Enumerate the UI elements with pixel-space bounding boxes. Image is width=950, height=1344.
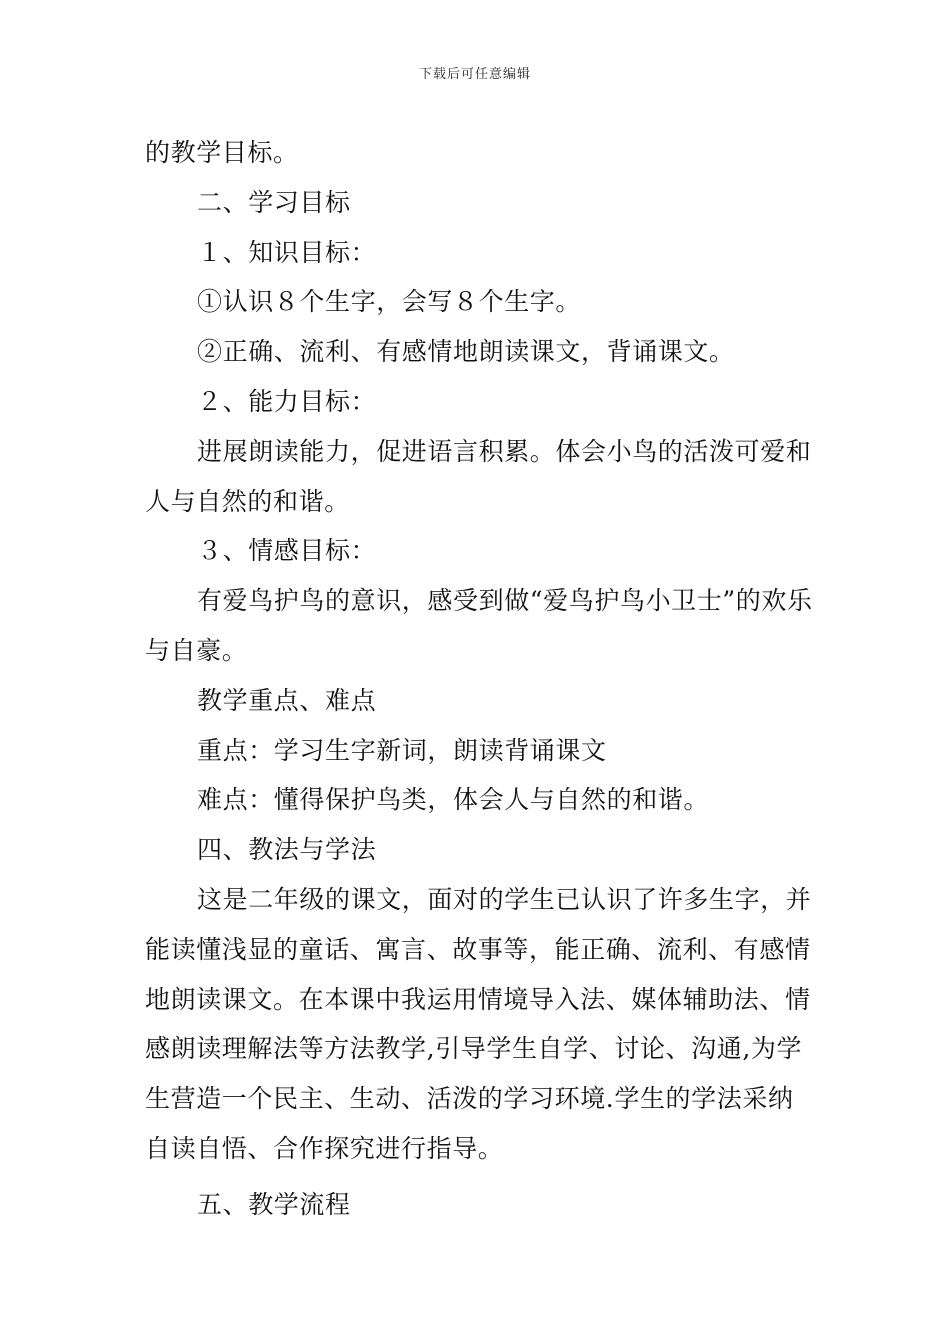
paragraph-ability: 进展朗读能力，促进语言积累。体会小鸟的活泼可爱和人与自然的和谐。 bbox=[145, 436, 812, 516]
paragraph-difficult-point: 难点：懂得保护鸟类，体会人与自然的和谐。 bbox=[197, 785, 710, 815]
section-heading-methods: 四、教法与学法 bbox=[197, 835, 377, 865]
document-body bbox=[145, 128, 815, 1230]
subheading-ability-goals: ２、能力目标： bbox=[197, 386, 377, 416]
paragraph-emotion: 有爱鸟护鸟的意识，感受到做“爱鸟护鸟小卫士”的欢乐与自豪。 bbox=[145, 586, 813, 665]
paragraph-key-point: 重点：学习生字新词，朗读背诵课文 bbox=[197, 735, 607, 765]
section-heading-teaching-process: 五、教学流程 bbox=[197, 1189, 351, 1219]
section-heading-learning-goals: 二、学习目标 bbox=[197, 187, 351, 217]
list-item-2: ②正确、流利、有感情地朗读课文，背诵课文。 bbox=[197, 337, 735, 367]
paragraph-methods: 这是二年级的课文，面对的学生已认识了许多生字，并能读懂浅显的童话、寓言、故事等，能正确、流利、有感情地朗读课文。在本课中我运用情境导入法、媒体辅助法、情感朗读理解法等方法教学,引导学生自学、讨论、沟通,为学生营造一个民主、生动、活泼的学习环境.学生的学法采纳自读自悟、合作探究进行指导。 bbox=[145, 884, 812, 1163]
paragraph-continuation: 的教学目标。 bbox=[145, 138, 299, 167]
section-heading-key-points: 教学重点、难点 bbox=[197, 685, 377, 715]
list-item-1: ①认识８个生字，会写８个生字。 bbox=[197, 287, 582, 317]
subheading-knowledge-goals: １、知识目标： bbox=[197, 237, 377, 267]
subheading-emotion-goals: ３、情感目标： bbox=[197, 536, 377, 566]
page-header: 下载后可任意编辑 bbox=[418, 67, 531, 82]
